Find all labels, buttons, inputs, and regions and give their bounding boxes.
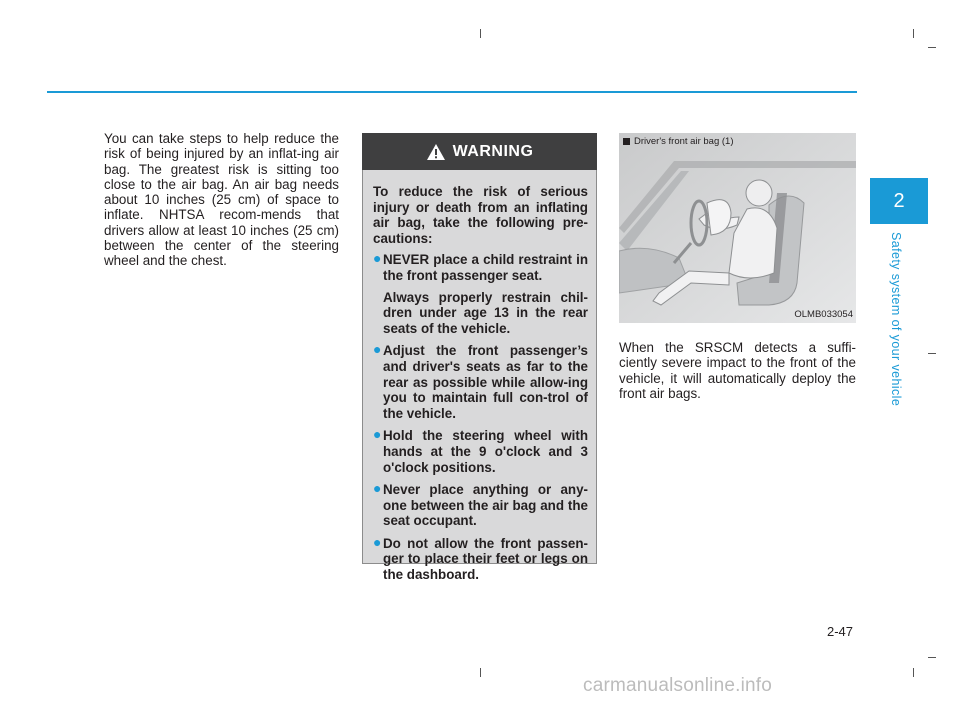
warning-body (363, 170, 596, 583)
warning-item (373, 428, 588, 475)
left-column-paragraph: You can take steps to help reduce the risk of being injured by an inflat-ing air bag. The greatest risk is sitting too close to the air bag. An air bag needs about 10 inches (25 cm) of space to inflate. NHTSA recom-mends that drivers allow at least 10 inches (25 cm) between the center of the steering wheel and the chest. (104, 131, 339, 269)
warning-header (362, 133, 597, 170)
bullet-icon: ● (373, 533, 382, 550)
right-column-paragraph: When the SRSCM detects a suffi-ciently severe impact to the front of the vehicle, it will automatically deploy the front air bags. (619, 340, 856, 401)
header-rule (47, 91, 857, 93)
crop-mark (480, 668, 481, 677)
driver-airbag-drawing (619, 133, 856, 323)
warning-item (373, 482, 588, 529)
crop-mark (480, 29, 481, 38)
crop-mark (928, 353, 936, 354)
warning-item-text: Never place anything or any-one between the air bag and the seat occupant. (383, 482, 588, 529)
warning-item-text: Hold the steering wheel with hands at the 9 o'clock and 3 o'clock positions. (383, 428, 588, 475)
bullet-icon: ● (373, 480, 382, 497)
airbag-illustration (619, 133, 856, 323)
warning-intro: To reduce the risk of serious injury or death from an inflating air bag, take the following pre-cautions: (373, 184, 588, 246)
warning-item (373, 533, 588, 583)
warning-item-text: Do not allow the front passen-ger to place their feet or legs on the dashboard. (383, 535, 588, 583)
warning-title: WARNING (452, 142, 534, 160)
bullet-icon: ● (373, 341, 382, 358)
bullet-icon: ● (373, 426, 382, 443)
warning-item-text: NEVER place a child restraint in the front passenger seat. (383, 252, 588, 283)
square-bullet-icon (623, 138, 630, 145)
warning-item-subtext: Always properly restrain chil-dren under age 13 in the rear seats of the vehicle. (383, 289, 588, 336)
figure-code: OLMB033054 (794, 309, 853, 320)
chapter-title: Safety system of your vehicle (889, 232, 903, 407)
figure-caption-text: Driver's front air bag (1) (634, 136, 734, 147)
warning-triangle-icon (426, 143, 446, 161)
bullet-icon: ● (373, 250, 382, 267)
warning-item (373, 252, 588, 336)
watermark: carmanualsonline.info (583, 675, 773, 696)
page-number: 2-47 (827, 624, 854, 639)
warning-item-text: Adjust the front passenger’s and driver's seats as far to the rear as possible while allow-ing you to maintain full con-trol of the vehicle. (383, 343, 588, 421)
warning-item (373, 343, 588, 421)
chapter-tab: 2 (870, 178, 928, 224)
crop-mark (928, 47, 936, 48)
warning-box (362, 133, 597, 583)
warning-list (373, 252, 588, 582)
crop-mark (913, 29, 914, 38)
crop-mark (913, 668, 914, 677)
crop-mark (928, 657, 936, 658)
figure-caption (623, 136, 733, 147)
